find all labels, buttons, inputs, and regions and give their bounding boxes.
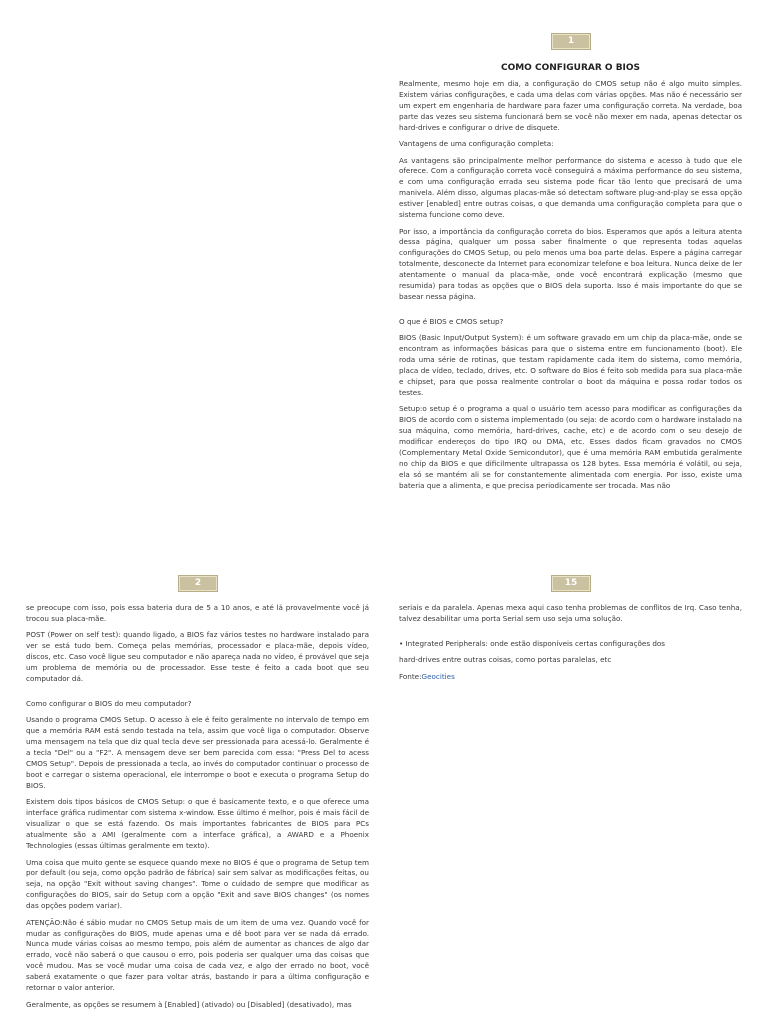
list-item: • Integrated Peripherals: onde estão disponíveis certas configurações dos	[399, 638, 666, 648]
source-link[interactable]: Geocities	[421, 671, 455, 681]
page-number-badge: 15	[551, 575, 591, 592]
source-line	[399, 672, 742, 683]
paragraph: BIOS (Basic Input/Output System): é um software gravado em um chip da placa-mãe, onde se encontram as informações básicas para que o sistema entre em funcionamento (boot). Ele roda uma série de rotinas, que testam rapidamente cada item do sistema, como memória, placa de vídeo, teclado, drives, etc. O software do Bios é feito sob medida para sua placa-mãe e chipset, para que possa realmente controlar o boot da máquina e possa rodar todos os testes.	[399, 333, 742, 397]
paragraph: Geralmente, as opções se resumem à [Enabled] (ativado) ou [Disabled] (desativado), mas	[26, 999, 352, 1009]
page-1-body	[399, 63, 742, 497]
paragraph: seriais e da paralela. Apenas mexa aqui caso tenha problemas de conflitos de Irq. Caso tenha, talvez desabilitar uma porta Serial sem uso seja uma solução.	[399, 603, 742, 623]
page-15-body	[399, 603, 742, 688]
paragraph: Uma coisa que muito gente se esquece quando mexe no BIOS é que o programa de Setup tem por default (ou seja, como opção padrão de fábrica) sair sem salvar as modificações feitas, ou seja, na opção "Exit without saving changes". Tome o cuidado de sempre que modificar as configurações do BIOS, sair do Setup com a opção "Exit and save BIOS changes" (os nomes das opções podem variar).	[26, 857, 369, 911]
paragraph: Existem dois tipos básicos de CMOS Setup: o que é basicamente texto, e o que oferece uma interface gráfica rudimentar com sistema x-window. Esse último é melhor, pois é mais fácil de visualizar o que se está fazendo. Os mais importantes fabricantes de BIOS para PCs atualmente são a AMI (geralmente com a interface gráfica), a AWARD e a Phoenix Technologies (essas últimas geralmente em texto).	[26, 797, 369, 850]
section-heading: O que é BIOS e CMOS setup?	[399, 316, 504, 326]
paragraph: As vantagens são principalmente melhor performance do sistema e acesso à tudo que ele oferece. Com a configuração correta você conseguirá a máxima performance do seu sistema, e com uma configuração errada seu sistema pode ficar tão lento que precisará de uma manivela. Além disso, algumas placas-mãe só detectam software plug-and-play se essa opção estiver [enabled] entre outras coisas, o que demanda uma configuração completa para que o sistema funcione como deve.	[399, 155, 742, 220]
page-number-badge: 2	[178, 575, 218, 592]
list-item: hard-drives entre outras coisas, como portas paralelas, etc	[399, 655, 612, 665]
paragraph: Setup:o setup é o programa a qual o usuário tem acesso para modificar as configurações da BIOS de acordo com o sistema implementado (ou seja: de acordo com o hardware instalado na sua máquina, como memória, hard-drives, cache, etc) e de acordo com o seu desejo de modificar endereços do tipo IRQ ou DMA, etc. Esses dados ficam gravados no CMOS (Complementary Metal Oxide Semicondutor), que é uma memória RAM embutida geralmente no chip da BIOS e que dificilmente ultrapassa os 128 bytes. Essa memória é volátil, ou seja, ela só se mantém ali se for constantemente alimentada com energia. Por isso, existe uma bateria que a alimenta, e que precisa periodicamente ser trocada. Mas não	[399, 404, 742, 490]
paragraph: POST (Power on self test): quando ligado, a BIOS faz vários testes no hardware instalado para ver se está tudo bem. Começa pelas memórias, processador e placa-mãe, depois vídeo, discos, etc. Caso você ligue seu computador e não apareça nada no vídeo, é provável que seja um problema de memória ou de processador. Esse teste é feito a cada boot que seu computador dá.	[26, 630, 369, 684]
bullet-list	[399, 639, 742, 666]
paragraph: Usando o programa CMOS Setup. O acesso à ele é feito geralmente no intervalo de tempo em que a memória RAM está sendo testada na tela, assim que você liga o computador. Observe uma mensagem na tela que diz qual tecla deve ser pressionada para acessá-lo. Geralmente é a tecla "Del" ou a "F2". A mensagem deve ser bem parecida com essa: "Press Del to acess CMOS Setup". Depois de pressionada a tecla, ao invés do computador continuar o processo de boot e carregar o sistema operacional, ele interrompe o boot e executa o programa Setup do BIOS.	[26, 715, 369, 790]
source-label: Fonte:	[399, 671, 422, 681]
paragraph: Por isso, a importância da configuração correta do bios. Esperamos que após a leitura atenta dessa página, qualquer um possa saber finalmente o que representa todas aquelas configurações do CMOS Setup, ou pelo menos uma boa parte delas. Espere a página carregar totalmente, desconecte da Internet para economizar telefone e boa leitura. Nunca deixe de ler atentamente o manual da placa-mãe, onde você encontrará explicação (mesmo que resumida) para todas as opções que o BIOS dela suporta. Isso é mais importante do que se basear nessa página.	[399, 226, 742, 301]
page-2-body	[26, 603, 369, 1016]
paragraph: se preocupe com isso, pois essa bateria dura de 5 a 10 anos, e até lá provavelmente você já trocou sua placa-mãe.	[26, 603, 369, 623]
section-subheading: Vantagens de uma configuração completa:	[399, 139, 554, 149]
document-title: COMO CONFIGURAR O BIOS	[500, 63, 641, 73]
paragraph: Realmente, mesmo hoje em dia, a configuração do CMOS setup não é algo muito simples. Existem várias configurações, e cada uma delas com várias opções. Mas não é necessário ser um expert em engenharia de hardware para fazer uma configuração correta. Na verdade, boa parte das vezes seu sistema funcionará bem se você não mexer em nada, apenas detectar os hard-drives e configurar o drive de disquete.	[399, 78, 742, 132]
section-heading: Como configurar o BIOS do meu computador?	[26, 698, 192, 708]
paragraph: ATENÇÃO:Não é sábio mudar no CMOS Setup mais de um item de uma vez. Quando você for mudar as configurações do BIOS, mude apenas uma e dê boot para ver se nada dá errado. Nunca mude várias coisas ao mesmo tempo, pois além de aumentar as chances de algo dar errado, você não saberá o que causou o erro, pois poderia ser qualquer uma das coisas que você mudou. Mas se você mudar uma coisa de cada vez, e algo der errado no boot, você saberá exatamente o que fazer para voltar atrás, bastando ir para a última configuração e retornar o valor anterior.	[26, 917, 369, 993]
page-number-badge: 1	[551, 33, 591, 50]
